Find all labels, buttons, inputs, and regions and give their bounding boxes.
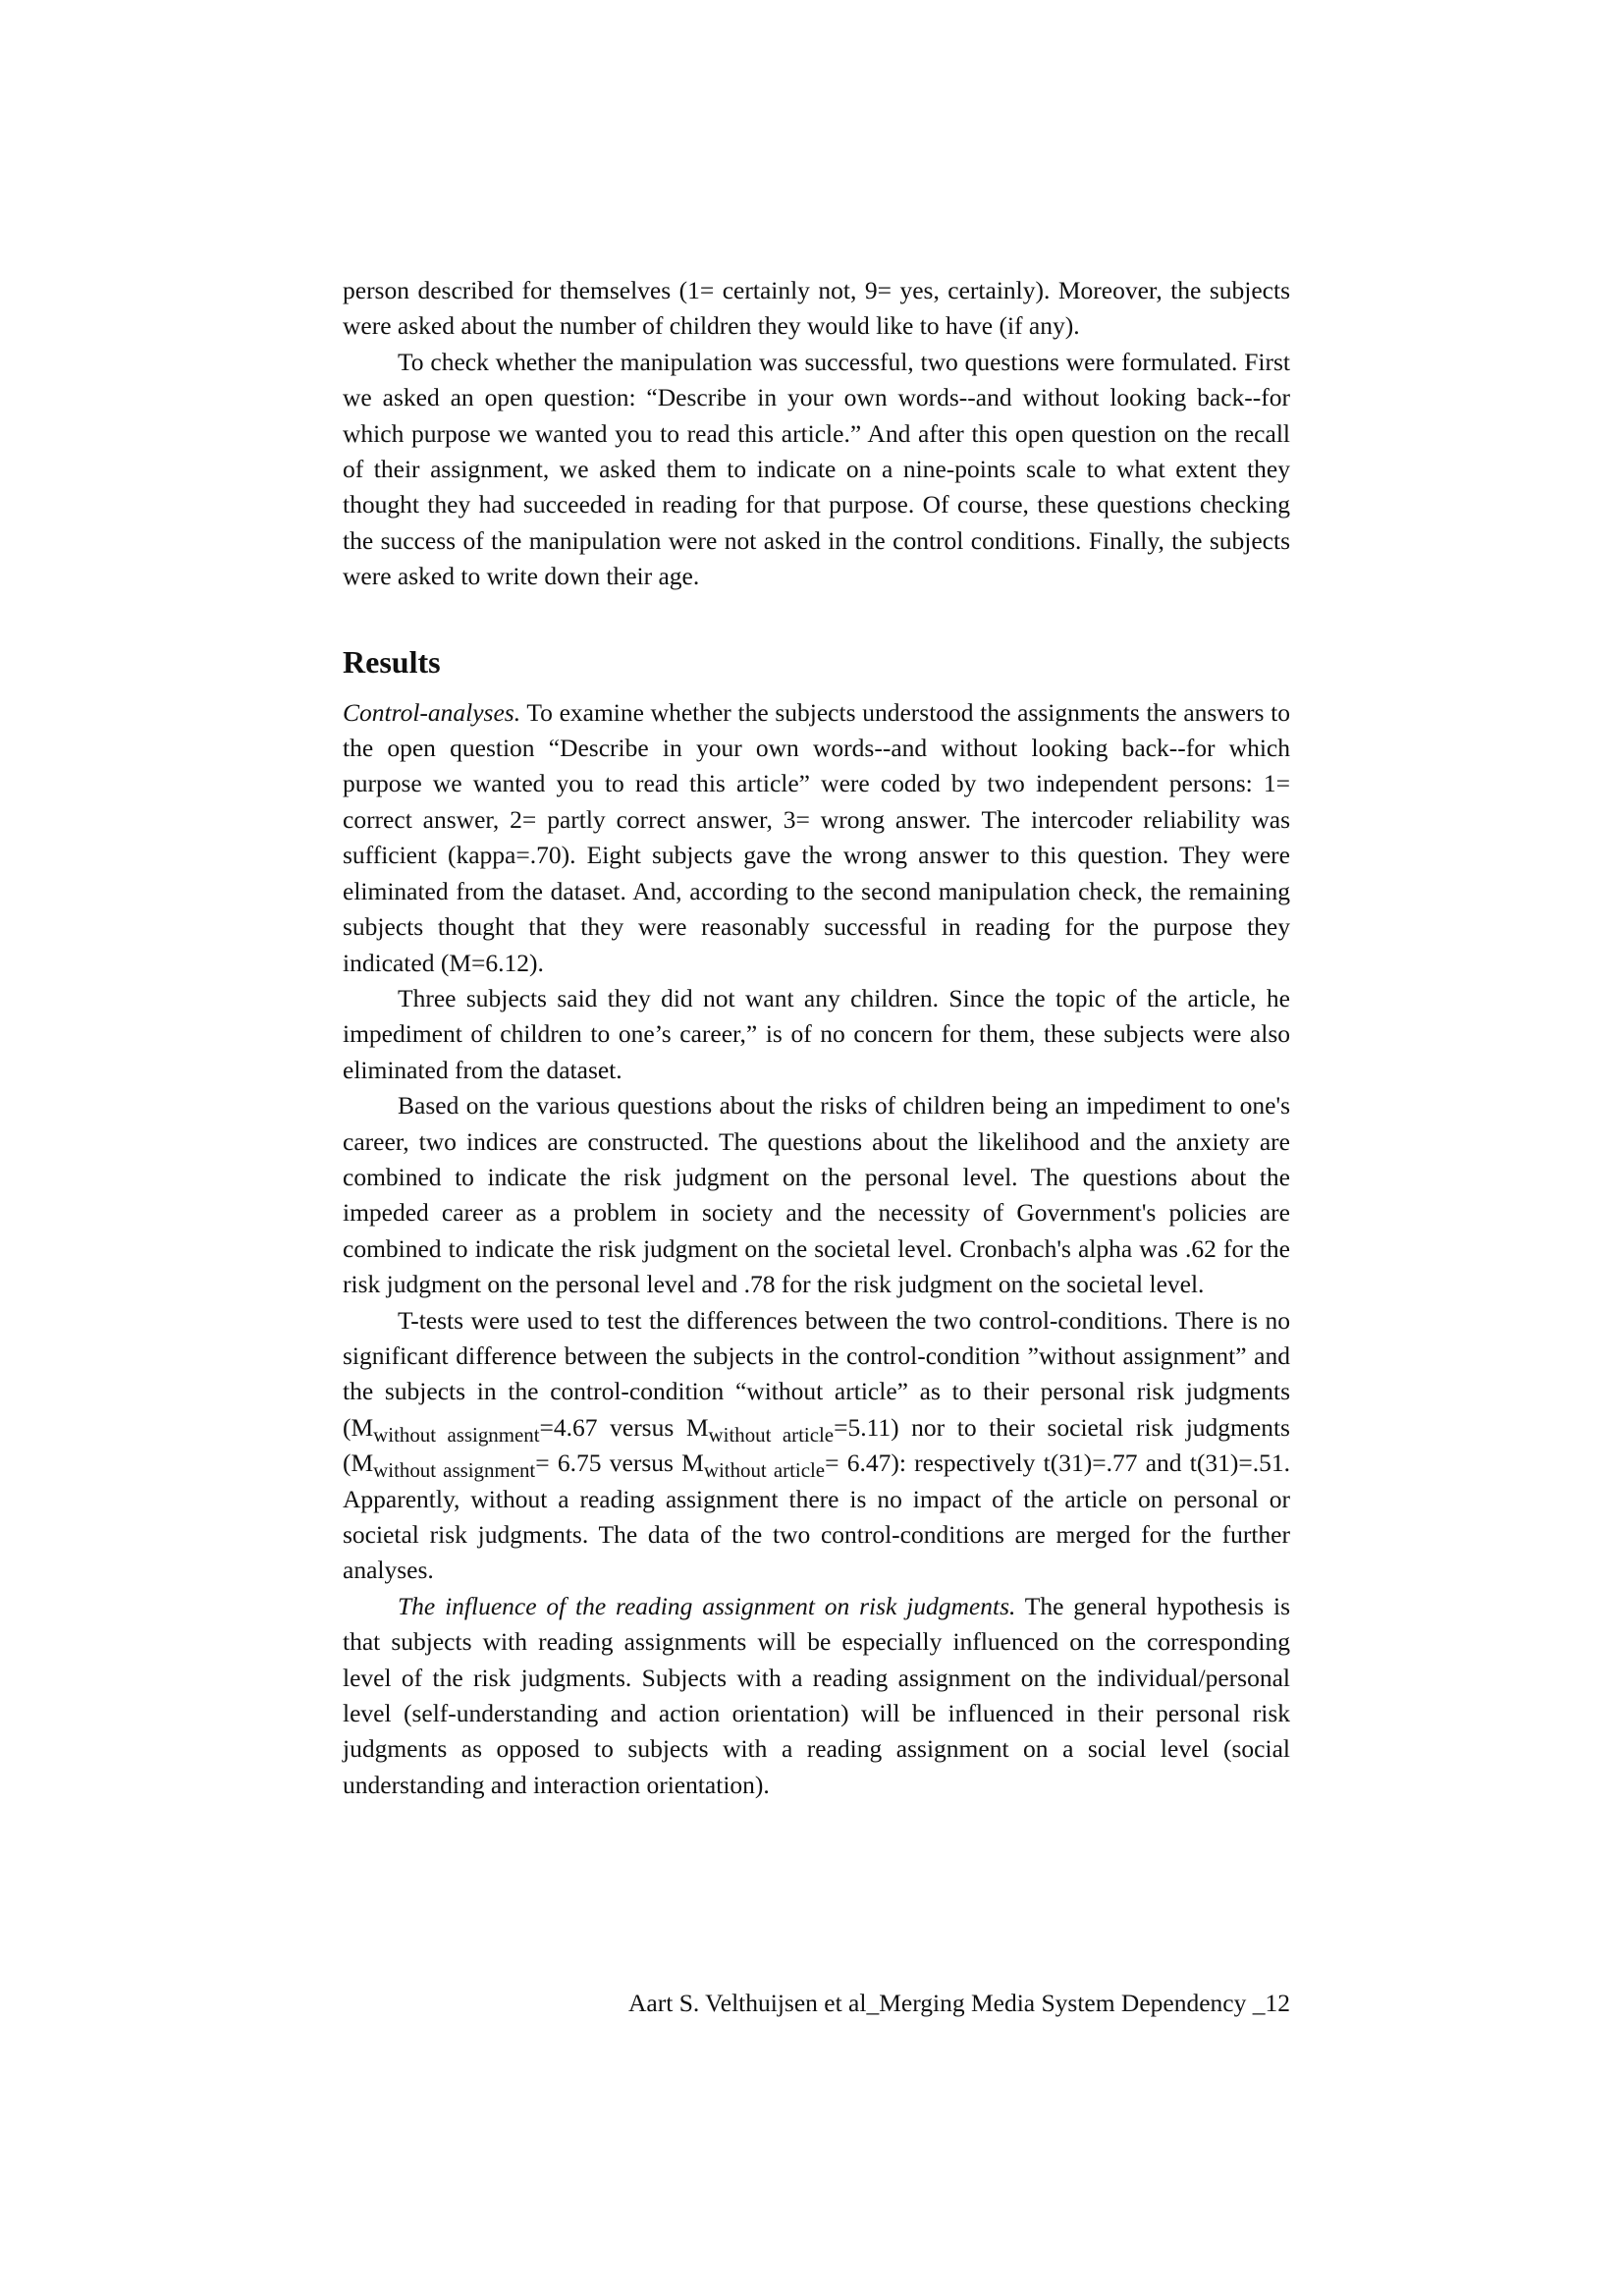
control-analyses-label: Control-analyses.: [343, 697, 521, 727]
paragraph-influence: [343, 1589, 1290, 1803]
paragraph-intro-continuation: person described for themselves (1= certainly not, 9= yes, certainly). Moreover, the subjects were asked about the number of children they would like to have (if any).: [343, 276, 1290, 341]
paragraph-indices: Based on the various questions about the risks of children being an impediment to one's career, two indices are constructed. The questions about the likelihood and the anxiety are combined to indicate the risk judgment on the personal level. The questions about the impeded career as a problem in society and the necessity of Government's policies are combined to indicate the risk judgment on the societal level. Cronbach's alpha was .62 for the risk judgment on the personal level and .78 for the risk judgment on the societal level.: [343, 1091, 1290, 1299]
influence-label: The influence of the reading assignment on risk judgments.: [398, 1591, 1016, 1620]
page-body: [343, 273, 1290, 1803]
section-heading-results: Results: [343, 643, 441, 680]
subscript-without-article: without article: [708, 1422, 835, 1447]
subscript-without-assignment: without assignment: [373, 1422, 540, 1447]
paragraph-t-tests: [343, 1303, 1290, 1589]
page-footer: Aart S. Velthuijsen et al_Merging Media System Dependency _12: [628, 1989, 1290, 2017]
subscript-without-assignment-2: without assignment: [373, 1458, 536, 1483]
paragraph-manipulation-check: To check whether the manipulation was successful, two questions were formulated. First we asked an open question: “Describe in your own words--and without looking back--for which purpose we wanted you to read this article.” And after this open question on the recall of their assignment, we asked them to indicate on a nine-points scale to what extent they thought they had succeeded in reading for that purpose. Of course, these questions checking the success of the manipulation were not asked in the control conditions. Finally, the subjects were asked to write down their age.: [343, 347, 1290, 591]
t-test-text-4: = 6.75 versus M: [535, 1449, 704, 1478]
t-test-text-1: T-tests were used to test the differences between the two control-conditions. There is no significant difference between the subjects in the control-condition ”without assignment” and the subjects in the control-condition “without article” as to their personal risk judgments (M: [343, 1305, 1290, 1442]
t-test-text-5: = 6.47): respectively t(31)=.77 and t(31)=.51. Apparently, without a reading assignment there is no impact of the article on personal or societal risk judgments. The data of the two control-conditions are merged for the further analyses.: [343, 1449, 1290, 1585]
control-analyses-text: To examine whether the subjects understood the assignments the answers to the open question “Describe in your own words--and without looking back--for which purpose we wanted you to read this article” were coded by two independent persons: 1= correct answer, 2= partly correct answer, 3= wrong answer. The intercoder reliability was sufficient (kappa=.70). Eight subjects gave the wrong answer to this question. They were eliminated from the dataset. And, according to the second manipulation check, the remaining subjects thought that they were reasonably successful in reading for the purpose they indicated (M=6.12).: [343, 697, 1290, 977]
subscript-without-article-2: without article: [703, 1458, 826, 1483]
paragraph-no-children: Three subjects said they did not want any children. Since the topic of the article, he impediment of children to one’s career,” is of no concern for them, these subjects were also eliminated from the dataset.: [343, 983, 1290, 1084]
influence-text: The general hypothesis is that subjects with reading assignments will be especially influenced on the corresponding level of the risk judgments. Subjects with a reading assignment on the individual/personal level (self-understanding and action orientation) will be influenced in their personal risk judgments as opposed to subjects with a reading assignment on a social level (social understanding and interaction orientation).: [343, 1591, 1291, 1799]
t-test-text-3: =5.11) nor to their societal risk judgments (M: [343, 1412, 1290, 1478]
t-test-text-2: =4.67 versus M: [539, 1412, 709, 1442]
paragraph-control-analyses: [343, 695, 1290, 981]
